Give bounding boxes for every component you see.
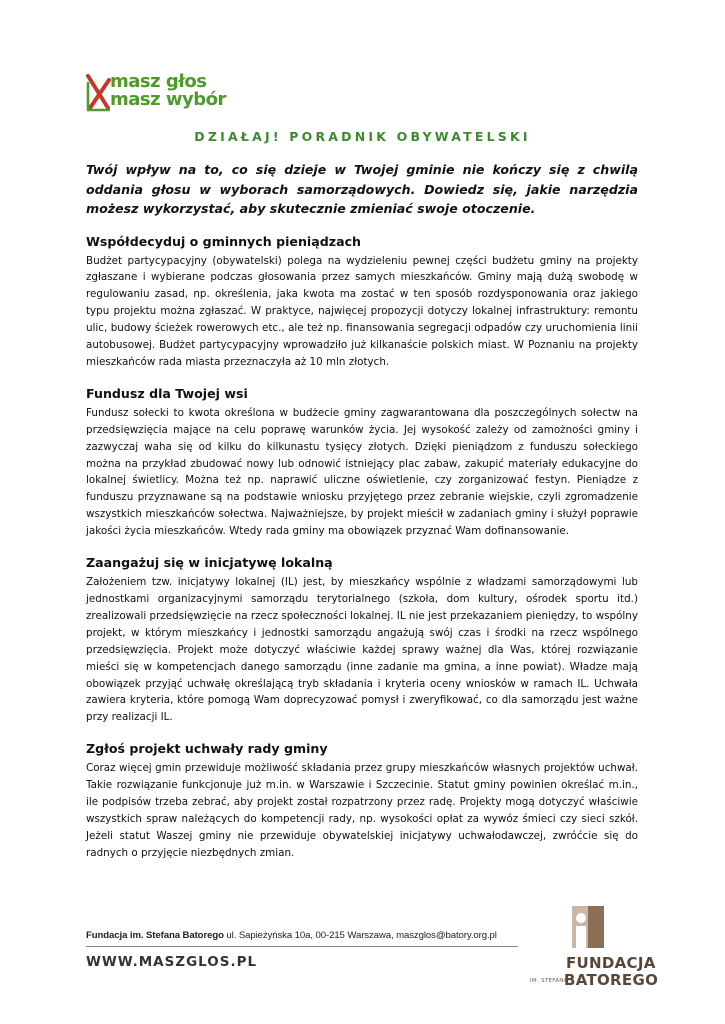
foundation-name-line-2: BATOREGO bbox=[564, 971, 659, 989]
footer-address-text: ul. Sapieżyńska 10a, 00-215 Warszawa, maszglos@batory.org.pl bbox=[226, 930, 497, 941]
section-heading: Fundusz dla Twojej wsi bbox=[86, 385, 248, 401]
section-body: Coraz więcej gmin przewiduje możliwość składania przez grupy mieszkańców własnych projektów uchwał. Takie rozwiązanie funkcjonuje już m.in. w Warszawie i Szczecinie. Statut gminy powinien określać m.in., ile podpisów trzeba zebrać, aby projekt został rozpatrzony przez radę. Projekty mogą dotyczyć właściwie wszystkich spraw należących do kompetencji rady, np. wysokości opłat za wywóz śmieci czy sieci szkół. Jeżeli statut Waszej gminy nie przewiduje obywatelskiej inicjatywy uchwałodawczej, zwróćcie się do radnych o przyjęcie niezbędnych zmian. bbox=[86, 762, 638, 859]
ballot-cross-icon bbox=[86, 70, 112, 114]
document-body bbox=[86, 160, 638, 876]
footer-divider bbox=[86, 946, 518, 947]
logo-line-1: masz głos bbox=[110, 71, 207, 92]
section-body: Założeniem tzw. inicjatywy lokalnej (IL) jest, by mieszkańcy wspólnie z władzami samorządowymi lub jednostkami organizacyjnymi samorządu terytorialnego (szkoła, dom kultury, ośrodek sportu itd.) zrealizowali przedsięwzięcie na rzecz społeczności lokalnej. IL nie jest przekazaniem pieniędzy, to wspólny projekt, w którym mieszkańcy i jednostki samorządu angażują swój czas i środki na rzecz wspólnego przedsięwzięcia. Projekt może dotyczyć właściwie każdej sprawy ważnej dla Was, której rozwiązanie mieści się w kompetencjach danego samorządu (inne zadanie ma gmina, a inne powiat). Władze mają obowiązek przyjąć uchwałę określającą tryb składania i kryteria oceny wniosków w ramach IL. Uchwała zawiera kryteria, które pomogą Wam doprecyzować pomysł i zweryfikować, co dla samorządu jest ważne przy realizacji IL. bbox=[86, 576, 638, 724]
section-heading: Zaangażuj się w inicjatywę lokalną bbox=[86, 555, 333, 571]
section-budget bbox=[86, 233, 638, 371]
foundation-name-small: IM. STEFANA bbox=[530, 978, 568, 984]
footer-address bbox=[86, 930, 497, 941]
logo-line-2: masz wybór bbox=[110, 89, 226, 110]
foundation-name-line-1: FUNDACJA bbox=[566, 954, 656, 972]
section-body: Budżet partycypacyjny (obywatelski) polega na wydzieleniu pewnej części budżetu gminy na projekty zgłaszane i wybierane podczas głosowania przez samych mieszkańców. Gminy mają dużą swobodę w regulowaniu zasad, np. określenia, jaka kwota ma zostać w ten sposób rozdysponowania oraz jakiego typu projektu można zgłaszać. W praktyce, najwięcej propozycji dotyczy lokalnej infrastruktury: remontu ulic, budowy ścieżek rowerowych etc., ale też np. finansowania segregacji odpadów czy uruchomienia linii autobusowej. Budżet partycypacyjny wprowadziło już kilkanaście polskich miast. W Poznaniu na projekty mieszkańców rada miasta przeznaczyła aż 10 mln złotych. bbox=[86, 254, 638, 368]
foundation-mark-icon bbox=[566, 902, 610, 952]
section-heading: Zgłoś projekt uchwały rady gminy bbox=[86, 741, 328, 757]
section-village-fund bbox=[86, 385, 638, 540]
section-heading: Współdecyduj o gminnych pieniądzach bbox=[86, 233, 362, 249]
intro-paragraph: Twój wpływ na to, co się dzieje w Twojej gminie nie kończy się z chwilą oddania głosu w wyborach samorządowych. Dowiedz się, jakie narzędzia możesz wykorzystać, aby skutecznie zmieniać swoje otoczenie. bbox=[86, 162, 638, 216]
section-body: Fundusz sołecki to kwota określona w budżecie gminy zagwarantowana dla poszczególnych sołectw na przedsięwzięcia mające na celu poprawę warunków życia. Jej wysokość zależy od zamożności gminy i zazwyczaj waha się od kilku do kilkunastu tysięcy złotych. Dzięki pieniądzom z funduszu sołeckiego można na przykład zbudować nowy lub odnowić istniejący plac zabaw, zakupić materiały edukacyjne do lokalnej świetlicy. Można też np. naprawić uliczne oświetlenie, czy zorganizować festyn. Pieniądze z funduszu przyznawane są na podstawie wniosku przyjętego przez zebranie wiejskie, czyli zgromadzenie wszystkich mieszkańców sołectwa. Najważniejsze, by projekt mieścił w zadaniach gminy i służył poprawie jakości życia mieszkańców. Wtedy rada gminy ma obowiązek przyznać Wam dofinansowanie. bbox=[86, 406, 638, 538]
footer-website-link[interactable]: WWW.MASZGLOS.PL bbox=[86, 954, 258, 970]
foundation-logo bbox=[528, 902, 659, 1012]
footer-org-name: Fundacja im. Stefana Batorego bbox=[86, 930, 224, 941]
section-resolution bbox=[86, 740, 638, 861]
section-local-initiative bbox=[86, 554, 638, 726]
masz-glos-logo bbox=[86, 70, 246, 116]
page-title: DZIAŁAJ! PORADNIK OBYWATELSKI bbox=[194, 129, 531, 144]
